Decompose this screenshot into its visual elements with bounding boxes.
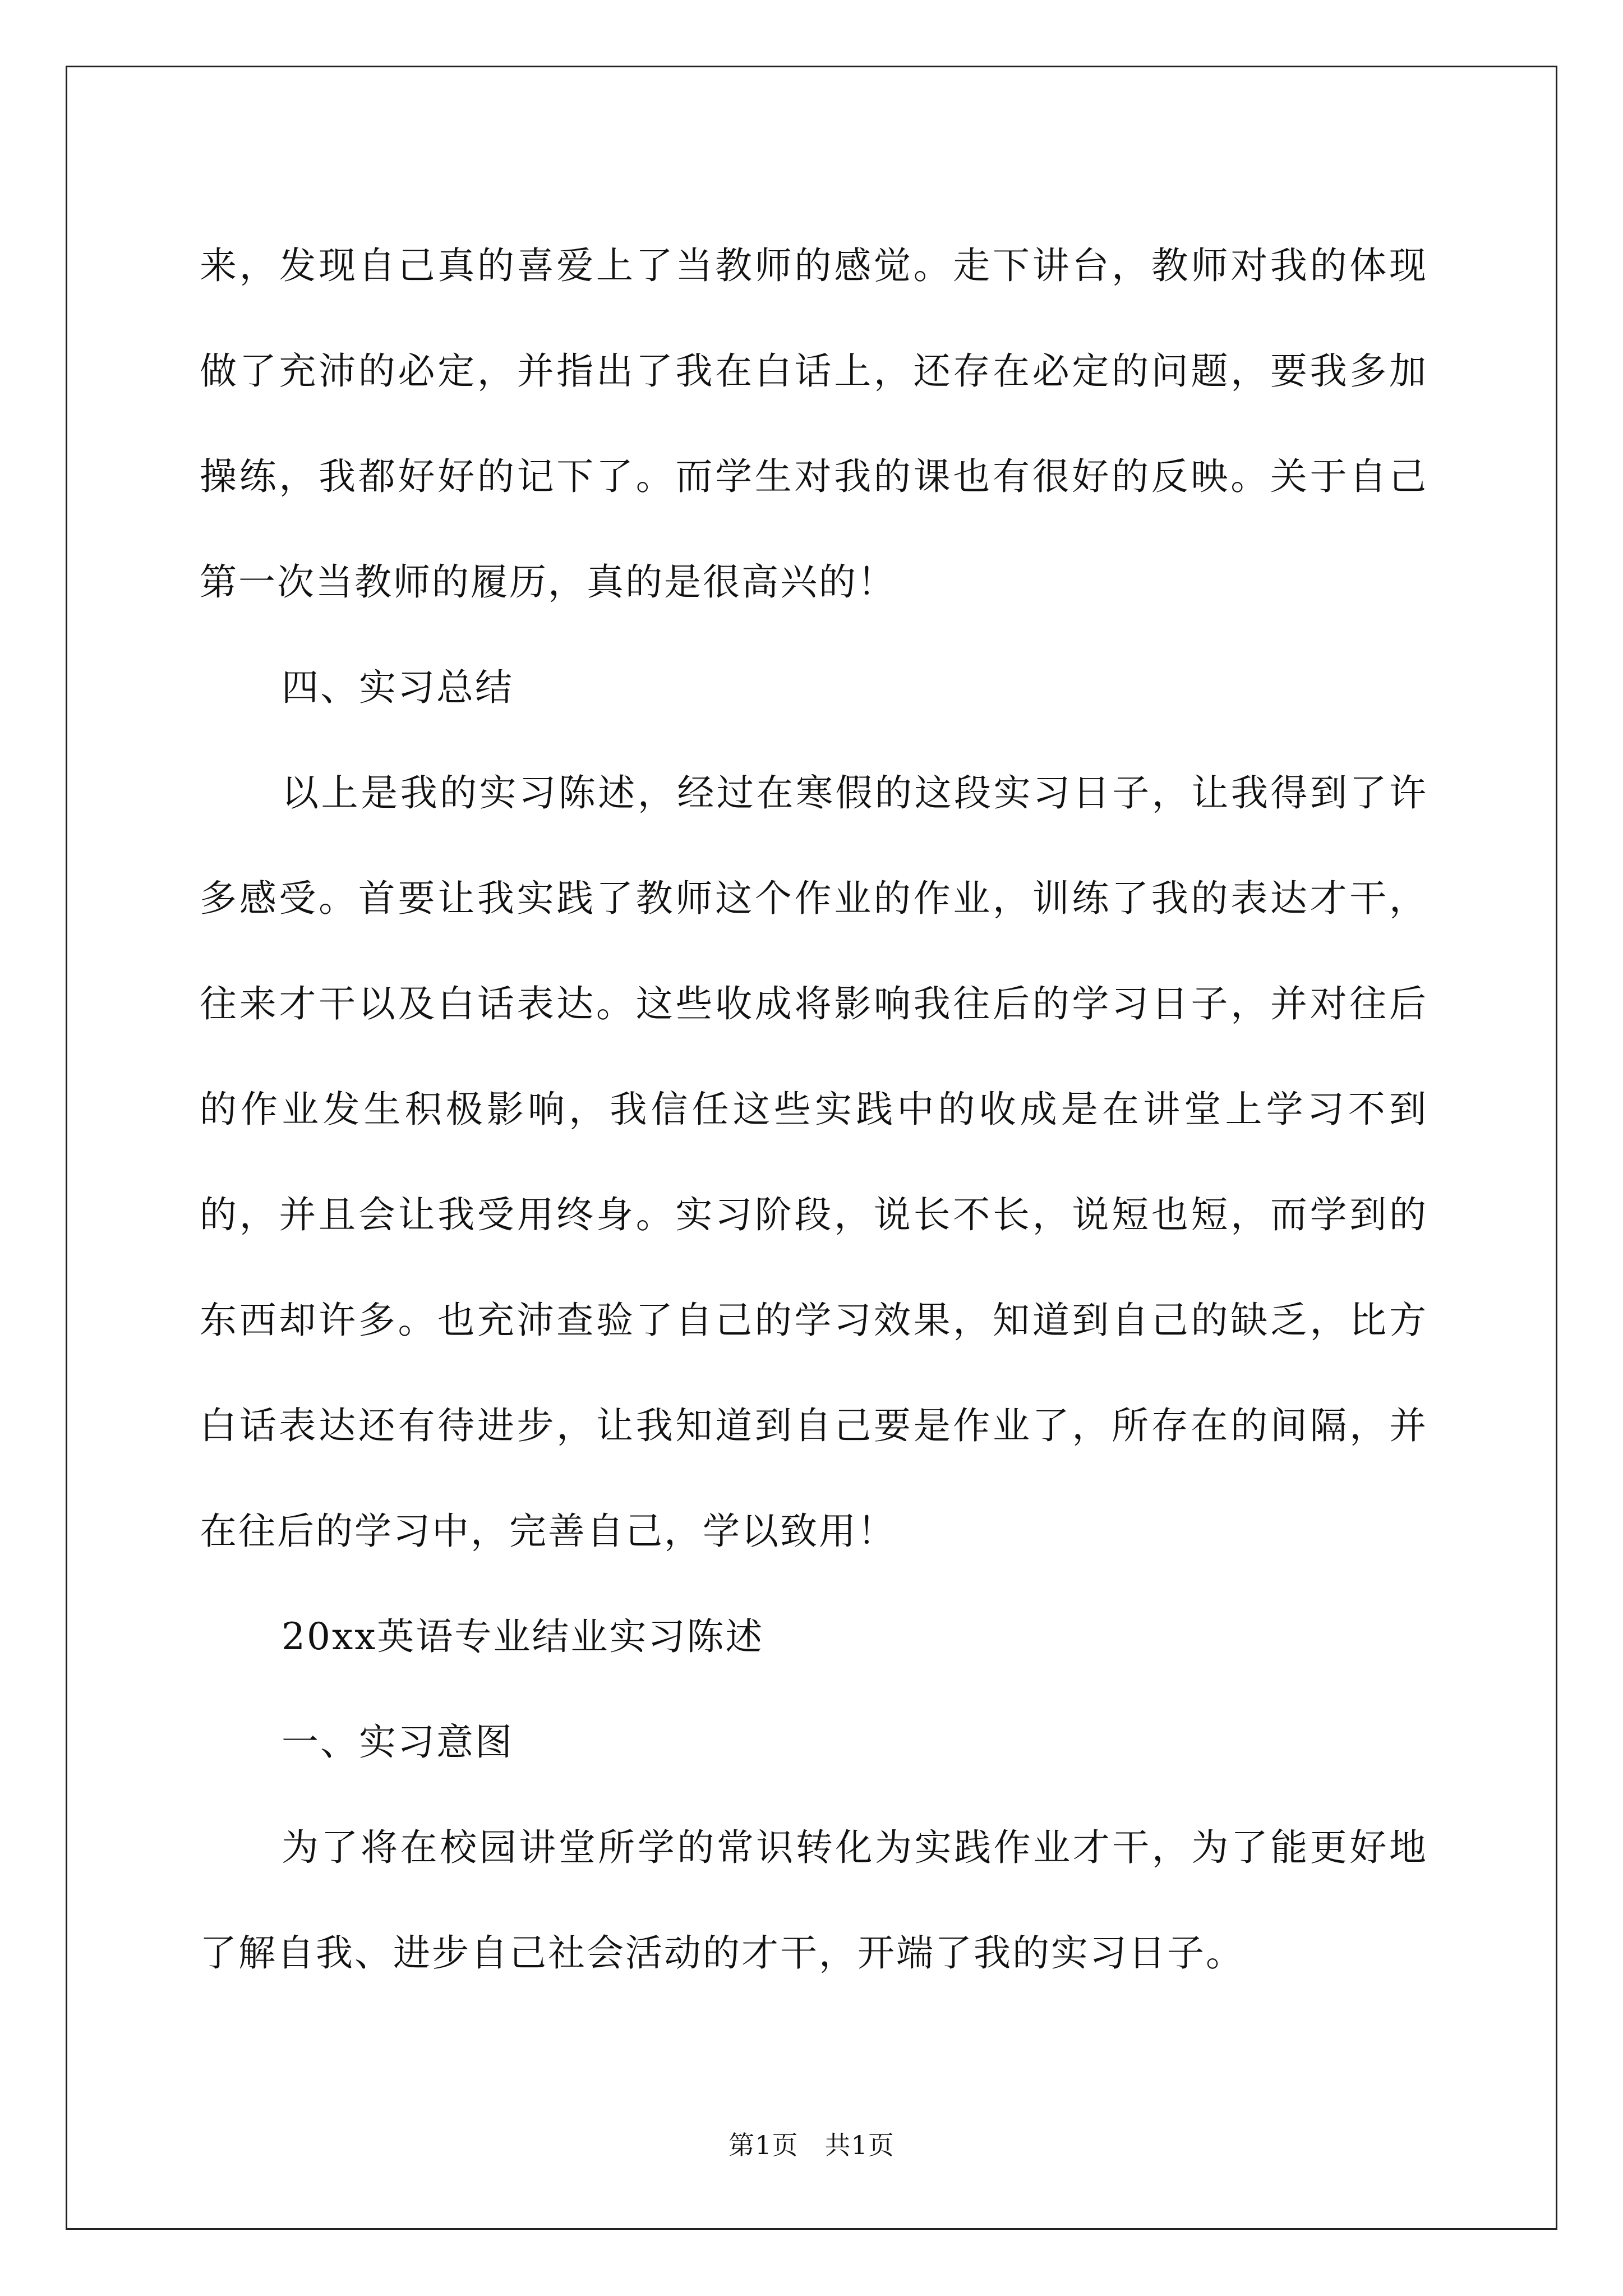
document-title: 20xx英语专业结业实习陈述 bbox=[282, 1615, 764, 1658]
paragraph-purpose: 为了将在校园讲堂所学的常识转化为实践作业才干，为了能更好地了解自我、进步自己社会活动的才干，开端了我的实习日子。 bbox=[200, 1826, 1428, 1975]
document-body bbox=[200, 213, 1428, 2006]
section-heading-summary: 四、实习总结 bbox=[282, 666, 514, 709]
section-heading-purpose: 一、实习意图 bbox=[282, 1720, 514, 1764]
paragraph-summary: 以上是我的实习陈述，经过在寒假的这段实习日子，让我得到了许多感受。首要让我实践了教师这个作业的作业，训练了我的表达才干，往来才干以及白话表达。这些收成将影响我往后的学习日子，并对往后的作业发生积极影响，我信任这些实践中的收成是在讲堂上学习不到的，并且会让我受用终身。实习阶段，说长不长，说短也短，而学到的东西却许多。也充沛查验了自己的学习效果，知道到自己的缺乏，比方白话表达还有待进步，让我知道到自己要是作业了，所存在的间隔，并在往后的学习中，完善自己，学以致用！ bbox=[200, 771, 1428, 1553]
page-total: 共1页 bbox=[824, 2130, 895, 2160]
page-number: 第1页 bbox=[728, 2130, 799, 2160]
paragraph-continuation: 来，发现自己真的喜爱上了当教师的感觉。走下讲台，教师对我的体现做了充沛的必定，并指出了我在白话上，还存在必定的问题，要我多加操练，我都好好的记下了。而学生对我的课也有很好的反映。关于自己第一次当教师的履历，真的是很高兴的！ bbox=[200, 244, 1428, 604]
page-footer bbox=[0, 2125, 1623, 2162]
